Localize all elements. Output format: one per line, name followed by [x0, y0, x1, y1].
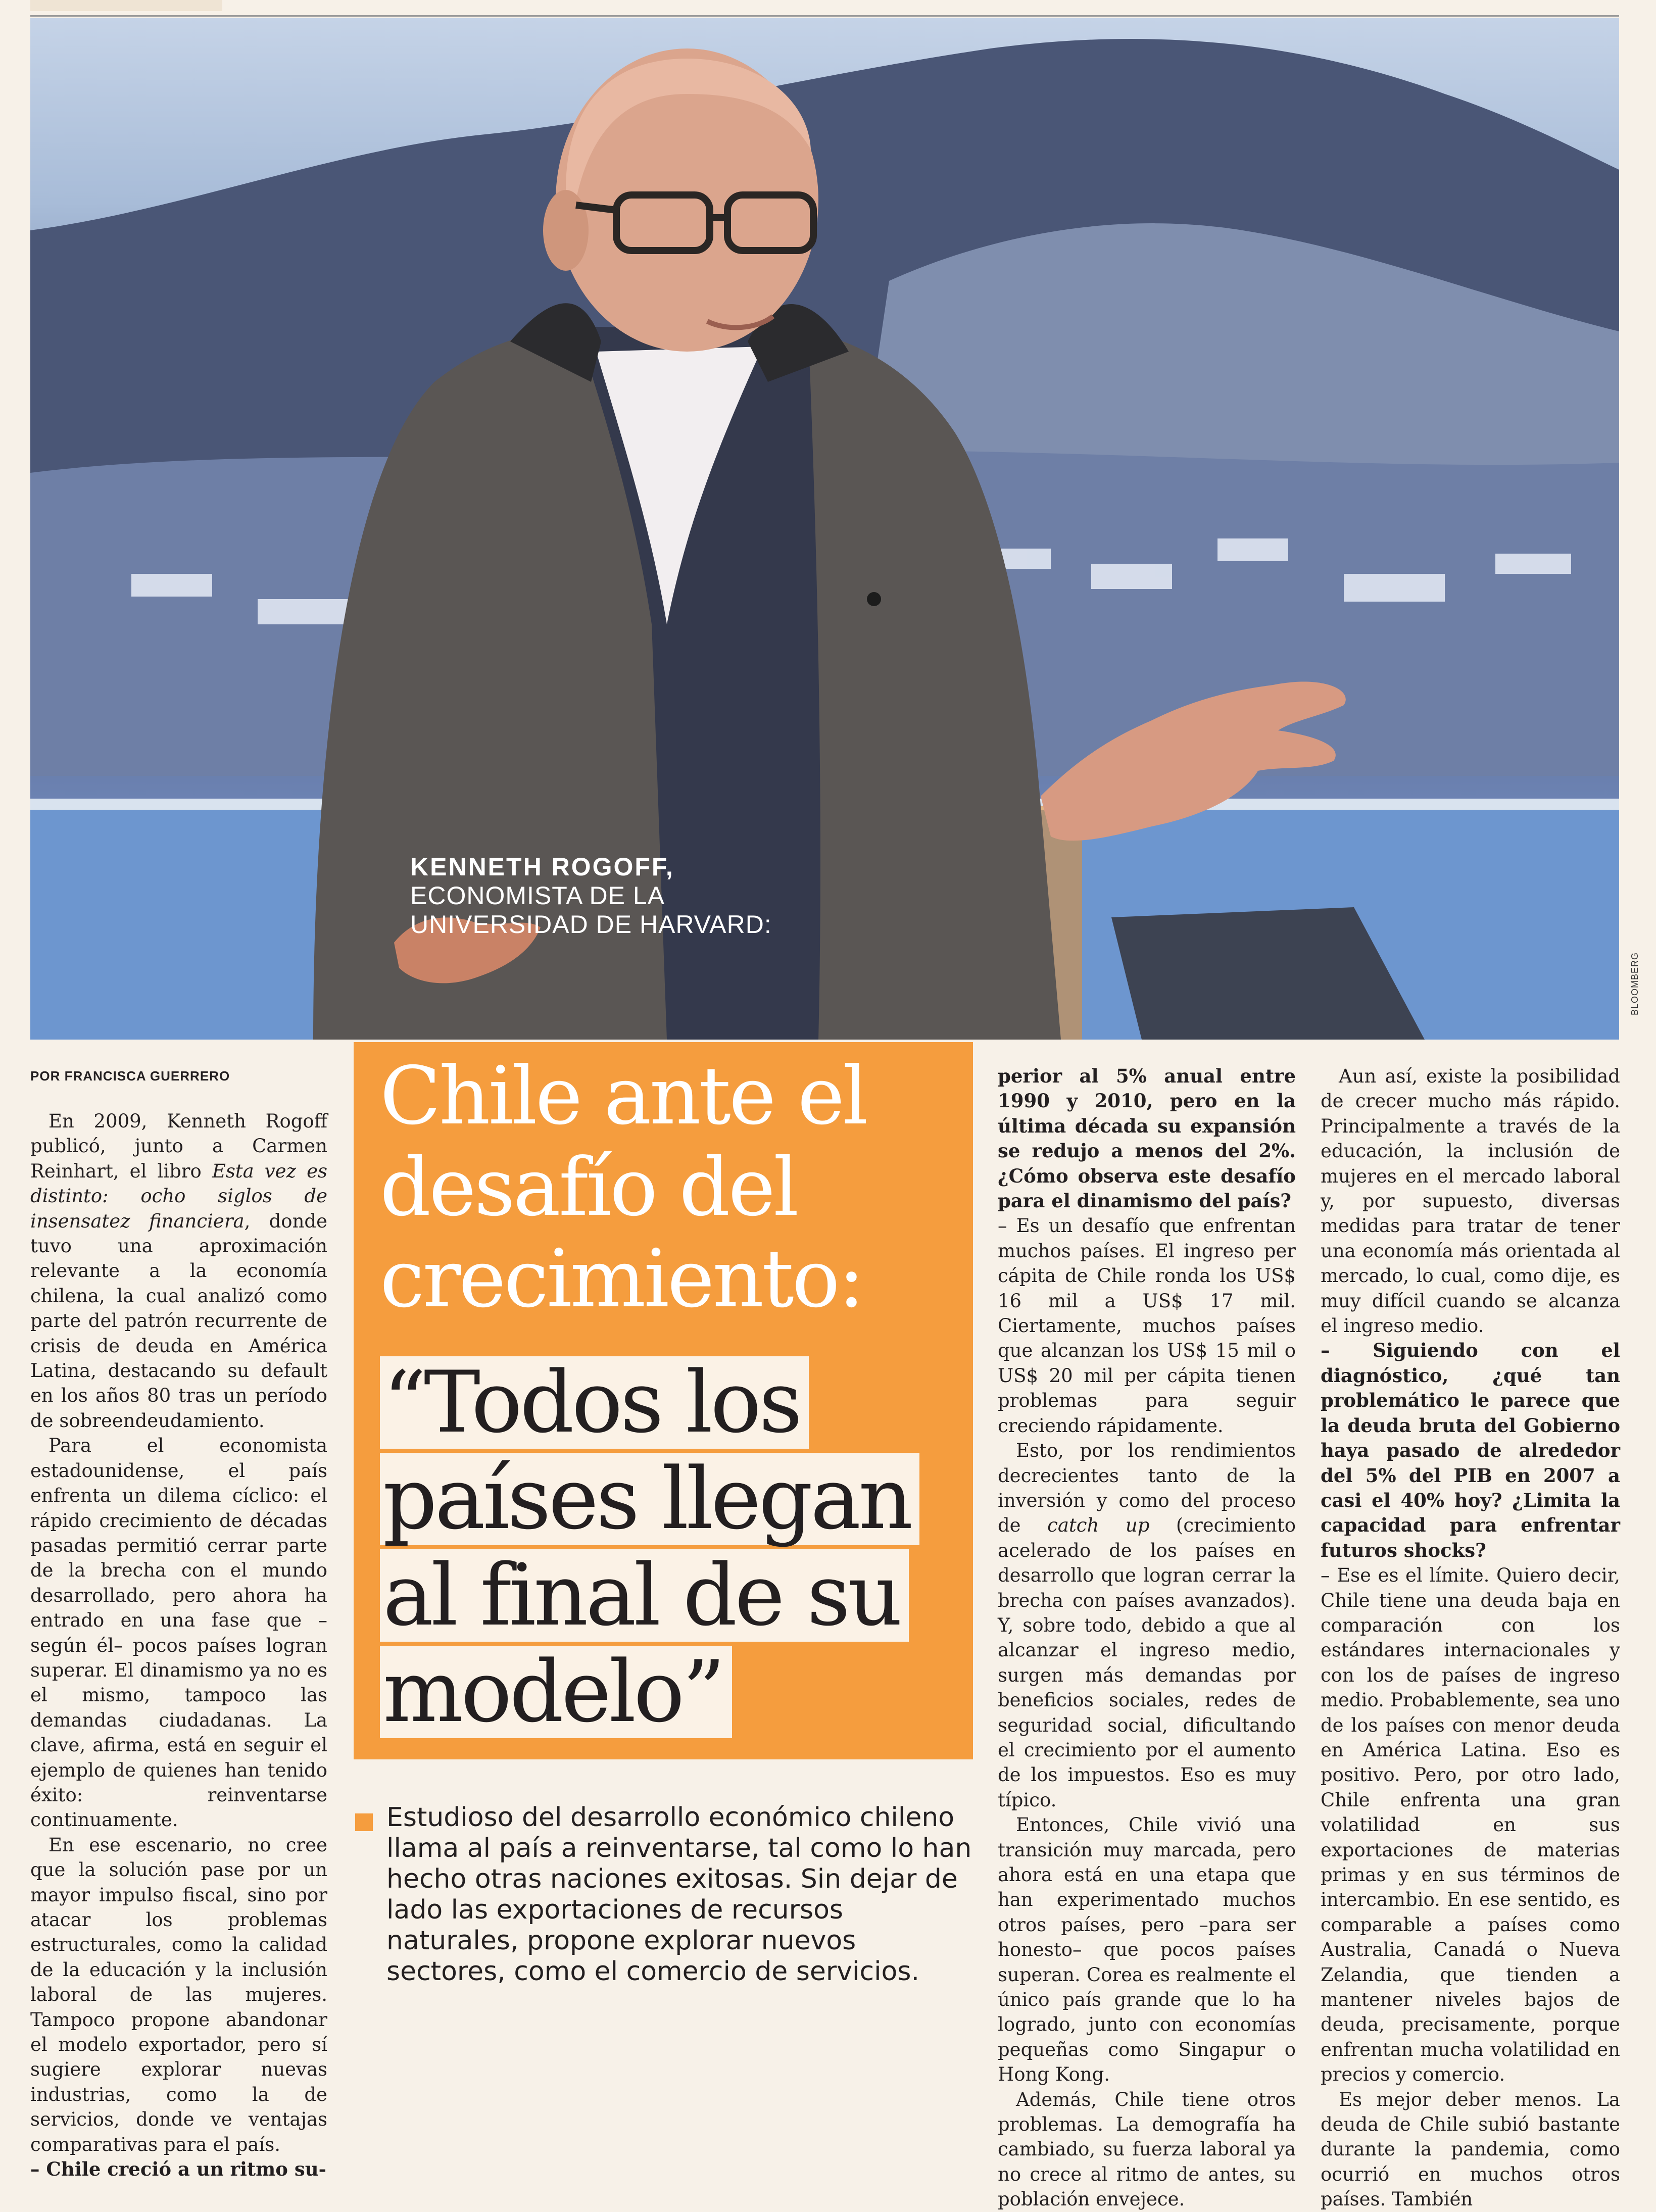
text-run: En 2009, Kenneth Rogoff publicó, junto a Carmen Reinhart, el libro — [30, 1110, 327, 1182]
interview-question: – Chile creció a un ritmo su- — [30, 2158, 326, 2181]
headline-quote-line: “Todos los — [380, 1356, 809, 1449]
headline-quote-line: modelo” — [380, 1646, 732, 1738]
text-run: , donde tuvo una aproximación relevante a la economía chilena, la cual analizó como parte del patrón recurrente de crisis de deuda en América Latina, destacando su default en los años 80 tras un período de sobreendeudamiento. — [30, 1210, 327, 1432]
caption-name: KENNETH ROGOFF, — [410, 853, 674, 881]
text-run: Esto, por los rendimientos decrecientes tanto de la inversión y como del proceso de — [998, 1440, 1296, 1537]
photo-caption — [410, 853, 772, 939]
hero-photo — [30, 18, 1619, 1040]
article-summary: Estudioso del desarrollo económico chileno llama al país a reinventarse, tal como lo han hecho otras naciones exitosas. Sin dejar de lado las exportaciones de recursos naturales, propone explorar nuevos sectores, como el comercio de servicios. — [386, 1802, 972, 1987]
text-run: (crecimiento acelerado de los países en desarrollo que logran cerrar la brecha con países avanzados). Y, sobre todo, debido a que al alcanzar el ingreso medio, surgen más demandas por beneficios sociales, redes de seguridad social, dificultando el crecimiento por el aumento de los impuestos. Eso es muy típico. — [998, 1514, 1296, 1811]
headline-title — [380, 1051, 966, 1325]
paragraph: Además, Chile tiene otros problemas. La demografía ha cambiado, su fuerza laboral ya no crece al ritmo de antes, su población envejece. — [998, 2088, 1296, 2210]
paragraph — [30, 1109, 327, 1433]
headline-quote-line: al final de su — [380, 1549, 909, 1642]
top-rule — [30, 15, 1619, 17]
book-title: Esta vez es distinto: ocho siglos de insensatez financiera — [30, 1160, 328, 1232]
headline-quote — [380, 1353, 966, 1742]
byline: POR FRANCISCA GUERRERO — [30, 1068, 230, 1084]
summary-bullet-icon — [355, 1813, 373, 1831]
paragraph — [998, 1438, 1296, 1812]
emphasis: catch up — [1047, 1514, 1150, 1537]
interview-answer: – Es un desafío que enfrentan muchos países. El ingreso per cápita de Chile ronda los US$ 16 mil a US$ 17 mil. Ciertamente, muchos países que alcanzan los US$ 15 mil o US$ 20 mil per cápita tienen problemas para seguir creciendo rápidamente. — [998, 1215, 1296, 1437]
person-ear — [543, 190, 589, 271]
paragraph: Es mejor deber menos. La deuda de Chile subió bastante durante la pandemia, como ocurrió en muchos otros países. También — [1321, 2088, 1620, 2210]
photo-credit: BLOOMBERG — [1630, 952, 1640, 1015]
paragraph: En ese escenario, no cree que la solución pase por un mayor impulso fiscal, sino por atacar los problemas estructurales, como la calidad de la educación y la inclusión laboral de las mujeres. Tampoco propone abandonar el modelo exportador, pero sí sugiere explorar nuevas industrias, como la de servicios, donde ve ventajas comparativas para el país. — [30, 1834, 327, 2155]
photo-illustration — [30, 18, 1619, 1040]
article-column-1 — [30, 1109, 327, 2182]
interview-answer: – Ese es el límite. Quiero decir, Chile tiene una deuda baja en comparación con los estándares internacionales y con los de países de ingreso medio. Probablemente, sea uno de los países con menor deuda en América Latina. Eso es positivo. Pero, por otro lado, Chile enfrenta una gran volatilidad en sus exportaciones de materias primas y en sus términos de intercambio. En ese sentido, es comparable a países como Australia, Canadá o Nueva Zelandia, que tienden a mantener niveles bajos de deuda, precisamente, porque enfrentan mucha volatilidad en precios y comercio. — [1321, 1564, 1620, 2086]
headline-quote-line: países llegan — [380, 1453, 919, 1545]
paragraph: Para el economista estadounidense, el país enfrenta un dilema cíclico: el rápido crecimiento de décadas pasadas permitió cerrar parte de la brecha con el mundo desarrollado, pero ahora ha entrado en una fase que –según él– pocos países logran superar. El dinamismo ya no es el mismo, tampoco las demandas ciudadanas. La clave, afirma, está en seguir el ejemplo de quienes han tenido éxito: reinventarse continuamente. — [30, 1435, 327, 1831]
headline-title-line: desafío del — [380, 1141, 797, 1234]
lapel-mic-icon — [867, 592, 881, 606]
caption-role-line-2: UNIVERSIDAD DE HARVARD: — [410, 910, 772, 939]
caption-role-line-1: ECONOMISTA DE LA — [410, 881, 665, 910]
section-tab — [30, 0, 222, 11]
headline-title-line: crecimiento: — [380, 1233, 863, 1325]
paragraph: Entonces, Chile vivió una transición muy marcada, pero ahora está en una etapa que han experimentado muchos otros países, pero –para ser honesto– que pocos países superan. Corea es realmente el único país grande que lo ha logrado, junto con economías pequeñas como Singapur o Hong Kong. — [998, 1814, 1296, 2086]
article-column-3 — [998, 1064, 1296, 2212]
headline-title-line: Chile ante el — [380, 1050, 866, 1143]
interview-question: perior al 5% anual entre 1990 y 2010, pero en la última década su expansión se redujo a menos del 2%. ¿Cómo observa este desafío para el dinamismo del país? — [998, 1065, 1296, 1212]
interview-question: – Siguiendo con el diagnóstico, ¿qué tan problemático le parece que la deuda bruta del Gobierno haya pasado de alrededor del 5% del PIB en 2007 a casi el 40% hoy? ¿Limita la capacidad para enfrentar futuros shocks? — [1321, 1339, 1620, 1561]
paragraph: Aun así, existe la posibilidad de crecer mucho más rápido. Principalmente a través de la educación, la inclusión de mujeres en el mercado laboral y, por supuesto, diversas medidas para tratar de tener una economía más orientada al mercado, lo cual, como dije, es muy difícil cuando se alcanza el ingreso medio. — [1321, 1065, 1620, 1337]
article-column-4 — [1321, 1064, 1620, 2212]
